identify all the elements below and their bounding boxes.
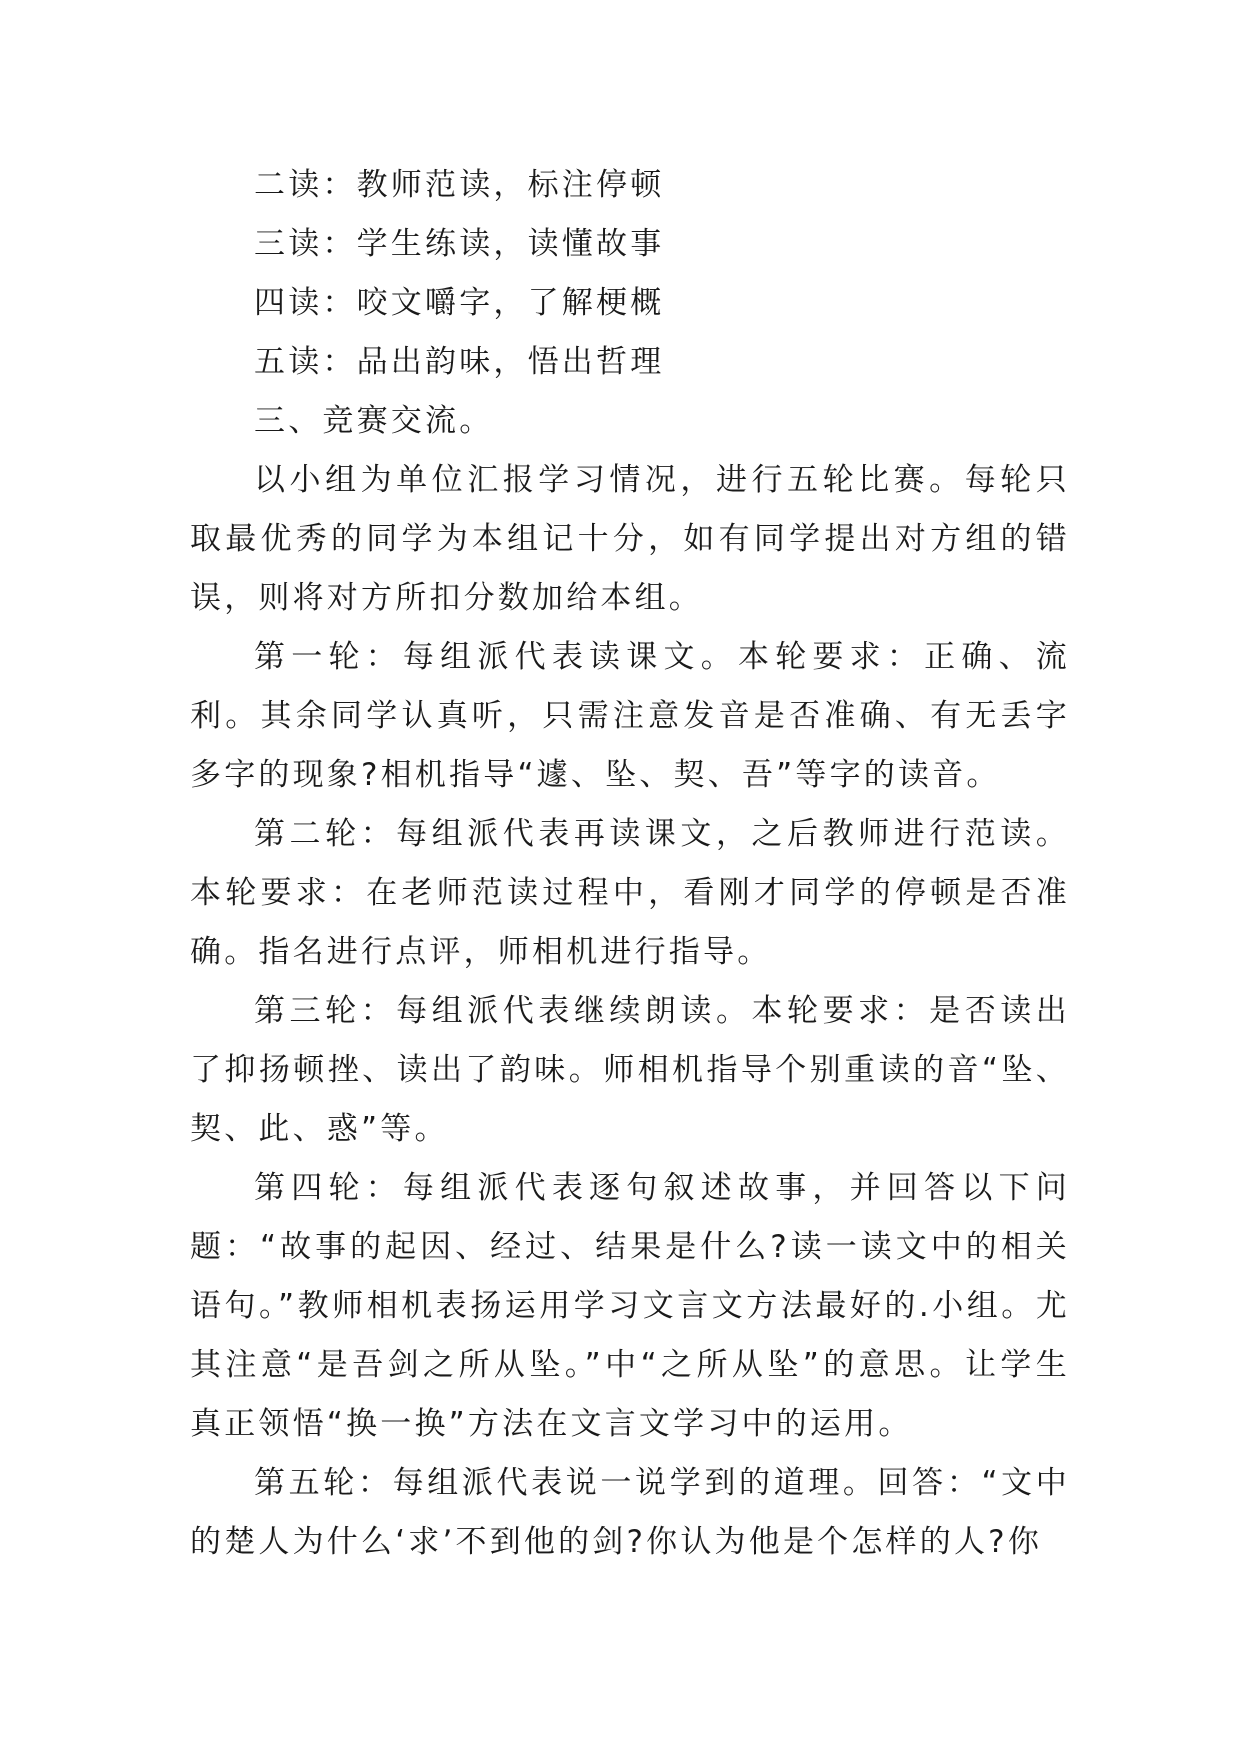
paragraph-second-reading: 二读：教师范读，标注停顿 xyxy=(254,167,665,203)
paragraph-round-one: 第一轮：每组派代表读课文。本轮要求：正确、流利。其余同学认真听，只需注意发音是否准确、有无丢字多字的现象?相机指导“遽、坠、契、吾”等字的读音。 xyxy=(190,639,1070,793)
document-body xyxy=(190,156,1070,1572)
paragraph-fifth-reading: 五读：品出韵味，悟出哲理 xyxy=(254,344,665,380)
paragraph-round-five: 第五轮：每组派代表说一说学到的道理。回答：“文中的楚人为什么‘求’不到他的剑?你认为他是个怎样的人?你 xyxy=(190,1465,1070,1560)
paragraph-competition-rules: 以小组为单位汇报学习情况，进行五轮比赛。每轮只取最优秀的同学为本组记十分，如有同学提出对方组的错误，则将对方所扣分数加给本组。 xyxy=(190,462,1070,616)
paragraph-third-reading: 三读：学生练读，读懂故事 xyxy=(254,226,665,262)
paragraph-round-four: 第四轮：每组派代表逐句叙述故事，并回答以下问题：“故事的起因、经过、结果是什么?读一读文中的相关语句。”教师相机表扬运用学习文言文方法最好的.小组。尤其注意“是吾剑之所从坠。”中“之所从坠”的意思。让学生真正领悟“换一换”方法在文言文学习中的运用。 xyxy=(190,1170,1070,1442)
paragraph-round-three: 第三轮：每组派代表继续朗读。本轮要求：是否读出了抑扬顿挫、读出了韵味。师相机指导个别重读的音“坠、契、此、惑”等。 xyxy=(190,993,1070,1147)
paragraph-fourth-reading: 四读：咬文嚼字，了解梗概 xyxy=(254,285,665,321)
paragraph-round-two: 第二轮：每组派代表再读课文，之后教师进行范读。本轮要求：在老师范读过程中，看刚才同学的停顿是否准确。指名进行点评，师相机进行指导。 xyxy=(190,816,1070,970)
section-heading-competition: 三、竞赛交流。 xyxy=(254,403,494,439)
